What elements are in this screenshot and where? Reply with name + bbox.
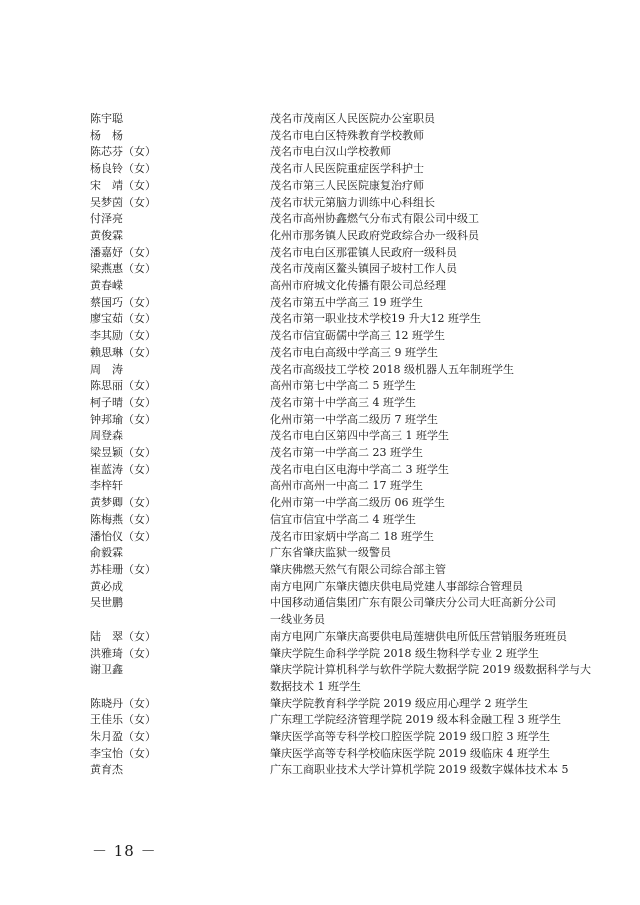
affiliation-line: 肇庆学院教育科学学院 2019 级应用心理学 2 班学生 bbox=[270, 696, 528, 710]
person-affiliation bbox=[270, 462, 570, 479]
list-item bbox=[90, 462, 590, 479]
person-name: 赖思琳（女） bbox=[90, 345, 156, 359]
affiliation-line: 南方电网广东肇庆高要供电局莲塘供电所低压营销服务班班员 bbox=[270, 629, 567, 643]
person-name: 陆 翠（女） bbox=[90, 629, 156, 643]
person-affiliation bbox=[270, 261, 570, 278]
person-affiliation bbox=[270, 195, 570, 212]
person-affiliation bbox=[270, 345, 570, 362]
person-affiliation bbox=[270, 512, 570, 529]
list-item bbox=[90, 478, 590, 495]
person-name: 陈思丽（女） bbox=[90, 379, 156, 393]
person-affiliation bbox=[270, 278, 570, 295]
person-name: 宋 靖（女） bbox=[90, 178, 156, 192]
list-item bbox=[90, 378, 590, 395]
list-item bbox=[90, 746, 590, 763]
person-name: 柯子晴（女） bbox=[90, 395, 156, 409]
affiliation-line: 化州市第一中学高二级历 7 班学生 bbox=[270, 412, 438, 426]
person-name: 朱月盈（女） bbox=[90, 730, 156, 744]
list-item bbox=[90, 729, 590, 746]
person-name: 蔡国巧（女） bbox=[90, 295, 156, 309]
person-name: 王佳乐（女） bbox=[90, 713, 156, 727]
affiliation-line: 化州市第一中学高二级历 06 班学生 bbox=[270, 496, 445, 510]
affiliation-line: 茂名市第一职业技术学校19 升大12 班学生 bbox=[270, 312, 481, 326]
list-item bbox=[90, 395, 590, 412]
person-affiliation bbox=[270, 362, 570, 379]
person-affiliation bbox=[270, 378, 570, 395]
person-affiliation bbox=[270, 562, 570, 579]
affiliation-line: 茂名市田家炳中学高二 18 班学生 bbox=[270, 529, 434, 543]
name-list bbox=[90, 111, 590, 779]
affiliation-line: 化州市那务镇人民政府党政综合办一级科员 bbox=[270, 228, 479, 242]
affiliation-line: 广东工商职业技术大学计算机学院 2019 级数字媒体技术本 5 bbox=[270, 763, 569, 777]
list-item bbox=[90, 762, 590, 779]
affiliation-line: 茂名市人民医院重症医学科护士 bbox=[270, 162, 424, 176]
affiliation-line: 茂名市高州协鑫燃气分布式有限公司中级工 bbox=[270, 212, 479, 226]
affiliation-line: 广东理工学院经济管理学院 2019 级本科金融工程 3 班学生 bbox=[270, 713, 561, 727]
list-item bbox=[90, 144, 590, 161]
person-name: 梁昱颖（女） bbox=[90, 446, 156, 460]
list-item bbox=[90, 295, 590, 312]
person-affiliation bbox=[270, 529, 570, 546]
list-item bbox=[90, 696, 590, 713]
person-name: 李其励（女） bbox=[90, 329, 156, 343]
affiliation-line: 茂名市电白汉山学校教师 bbox=[270, 145, 391, 159]
person-affiliation bbox=[270, 395, 570, 412]
affiliation-line: 茂名市电白高级中学高三 9 班学生 bbox=[270, 345, 438, 359]
person-name: 陈晓丹（女） bbox=[90, 696, 156, 710]
person-affiliation bbox=[270, 595, 570, 628]
person-name: 吴梦茵（女） bbox=[90, 195, 156, 209]
person-name: 廖宝茹（女） bbox=[90, 312, 156, 326]
person-affiliation bbox=[270, 412, 570, 429]
person-name: 周登森 bbox=[90, 429, 123, 443]
person-affiliation bbox=[270, 746, 570, 763]
person-affiliation bbox=[270, 646, 570, 663]
person-affiliation bbox=[270, 729, 570, 746]
person-affiliation bbox=[270, 712, 570, 729]
person-name: 陈宇聪 bbox=[90, 112, 123, 125]
affiliation-line: 茂名市电白区特殊教育学校教师 bbox=[270, 128, 424, 142]
person-affiliation bbox=[270, 128, 570, 145]
list-item bbox=[90, 362, 590, 379]
person-affiliation bbox=[270, 228, 570, 245]
affiliation-line: 茂名市电白区那霍镇人民政府一级科员 bbox=[270, 245, 457, 259]
list-item bbox=[90, 278, 590, 295]
person-name: 洪雅琦（女） bbox=[90, 646, 156, 660]
person-affiliation bbox=[270, 495, 570, 512]
person-name: 陈梅燕（女） bbox=[90, 512, 156, 526]
affiliation-line: 茂名市第五中学高三 19 班学生 bbox=[270, 295, 423, 309]
person-name: 吴世鹏 bbox=[90, 596, 123, 610]
affiliation-line: 信宜市信宜中学高二 4 班学生 bbox=[270, 512, 416, 526]
person-affiliation bbox=[270, 579, 570, 596]
list-item bbox=[90, 495, 590, 512]
person-name: 杨良铃（女） bbox=[90, 162, 156, 176]
person-affiliation bbox=[270, 178, 570, 195]
person-affiliation bbox=[270, 762, 570, 779]
list-item bbox=[90, 428, 590, 445]
person-affiliation bbox=[270, 428, 570, 445]
person-name: 潘嘉妤（女） bbox=[90, 245, 156, 259]
person-affiliation bbox=[270, 311, 570, 328]
affiliation-line: 茂名市状元第脑力训练中心科组长 bbox=[270, 195, 435, 209]
affiliation-line: 高州市府城文化传播有限公司总经理 bbox=[270, 279, 446, 293]
affiliation-line: 茂名市第十中学高三 4 班学生 bbox=[270, 395, 416, 409]
list-item bbox=[90, 712, 590, 729]
affiliation-line: 茂名市茂南区人民医院办公室职员 bbox=[270, 112, 435, 125]
list-item bbox=[90, 412, 590, 429]
list-item bbox=[90, 178, 590, 195]
affiliation-line: 中国移动通信集团广东有限公司肇庆分公司大旺高新分公司 bbox=[270, 596, 556, 610]
affiliation-line: 茂名市茂南区鳌头镇园子坡村工作人员 bbox=[270, 262, 457, 276]
list-item bbox=[90, 629, 590, 646]
list-item bbox=[90, 529, 590, 546]
list-item bbox=[90, 345, 590, 362]
affiliation-line: 肇庆学院计算机科学与软件学院大数据学院 2019 级数据科学与大 bbox=[270, 663, 591, 677]
person-affiliation bbox=[270, 111, 570, 128]
person-name: 杨 杨 bbox=[90, 128, 123, 142]
list-item bbox=[90, 311, 590, 328]
affiliation-line: 茂名市电白区电海中学高二 3 班学生 bbox=[270, 462, 449, 476]
person-name: 黄育杰 bbox=[90, 763, 123, 777]
person-affiliation bbox=[270, 211, 570, 228]
affiliation-line: 数据技术 1 班学生 bbox=[270, 679, 361, 693]
affiliation-line: 广东省肇庆监狱一级警员 bbox=[270, 546, 391, 560]
person-affiliation bbox=[270, 545, 570, 562]
person-name: 崔蓝涛（女） bbox=[90, 462, 156, 476]
list-item bbox=[90, 662, 590, 695]
person-affiliation bbox=[270, 328, 570, 345]
person-name: 潘怡仪（女） bbox=[90, 529, 156, 543]
list-item bbox=[90, 161, 590, 178]
affiliation-line: 南方电网广东肇庆德庆供电局党建人事部综合管理员 bbox=[270, 579, 523, 593]
list-item bbox=[90, 128, 590, 145]
list-item bbox=[90, 595, 590, 628]
person-affiliation bbox=[270, 295, 570, 312]
affiliation-line: 肇庆佛燃天然气有限公司综合部主管 bbox=[270, 562, 446, 576]
person-name: 李宝怡（女） bbox=[90, 746, 156, 760]
person-affiliation bbox=[270, 478, 570, 495]
list-item bbox=[90, 646, 590, 663]
person-name: 黄春嵘 bbox=[90, 279, 123, 293]
list-item bbox=[90, 261, 590, 278]
affiliation-line: 肇庆医学高等专科学校口腔医学院 2019 级口腔 3 班学生 bbox=[270, 730, 550, 744]
list-item bbox=[90, 545, 590, 562]
affiliation-line: 肇庆学院生命科学学院 2018 级生物科学专业 2 班学生 bbox=[270, 646, 539, 660]
affiliation-line: 一线业务员 bbox=[270, 613, 325, 627]
affiliation-line: 茂名市高级技工学校 2018 级机器人五年制班学生 bbox=[270, 362, 514, 376]
list-item bbox=[90, 445, 590, 462]
person-name: 陈芯芬（女） bbox=[90, 145, 156, 159]
affiliation-line: 茂名市电白区第四中学高三 1 班学生 bbox=[270, 429, 449, 443]
person-name: 俞毅霖 bbox=[90, 546, 123, 560]
person-affiliation bbox=[270, 662, 591, 695]
list-item bbox=[90, 328, 590, 345]
person-name: 黄梦卿（女） bbox=[90, 496, 156, 510]
list-item bbox=[90, 228, 590, 245]
page-number: － 18 － bbox=[92, 842, 157, 860]
person-name: 梁燕惠（女） bbox=[90, 262, 156, 276]
person-affiliation bbox=[270, 144, 570, 161]
affiliation-line: 高州市第七中学高二 5 班学生 bbox=[270, 379, 416, 393]
affiliation-line: 茂名市第三人民医院康复治疗师 bbox=[270, 178, 424, 192]
person-affiliation bbox=[270, 445, 570, 462]
list-item bbox=[90, 245, 590, 262]
person-affiliation bbox=[270, 629, 570, 646]
person-name: 钟邦瑜（女） bbox=[90, 412, 156, 426]
person-affiliation bbox=[270, 696, 570, 713]
person-name: 谢卫鑫 bbox=[90, 663, 123, 677]
person-name: 李梓轩 bbox=[90, 479, 123, 493]
affiliation-line: 茂名市信宜砺儒中学高三 12 班学生 bbox=[270, 329, 445, 343]
person-affiliation bbox=[270, 245, 570, 262]
list-item bbox=[90, 111, 590, 128]
affiliation-line: 茂名市第一中学高二 23 班学生 bbox=[270, 446, 423, 460]
list-item bbox=[90, 579, 590, 596]
list-item bbox=[90, 211, 590, 228]
person-affiliation bbox=[270, 161, 570, 178]
list-item bbox=[90, 512, 590, 529]
affiliation-line: 肇庆医学高等专科学校临床医学院 2019 级临床 4 班学生 bbox=[270, 746, 550, 760]
person-name: 付泽亮 bbox=[90, 212, 123, 226]
person-name: 黄俊霖 bbox=[90, 228, 123, 242]
person-name: 黄必成 bbox=[90, 579, 123, 593]
affiliation-line: 高州市高州一中高二 17 班学生 bbox=[270, 479, 423, 493]
person-name: 周 涛 bbox=[90, 362, 123, 376]
list-item bbox=[90, 195, 590, 212]
person-name: 苏桂珊（女） bbox=[90, 562, 156, 576]
list-item bbox=[90, 562, 590, 579]
